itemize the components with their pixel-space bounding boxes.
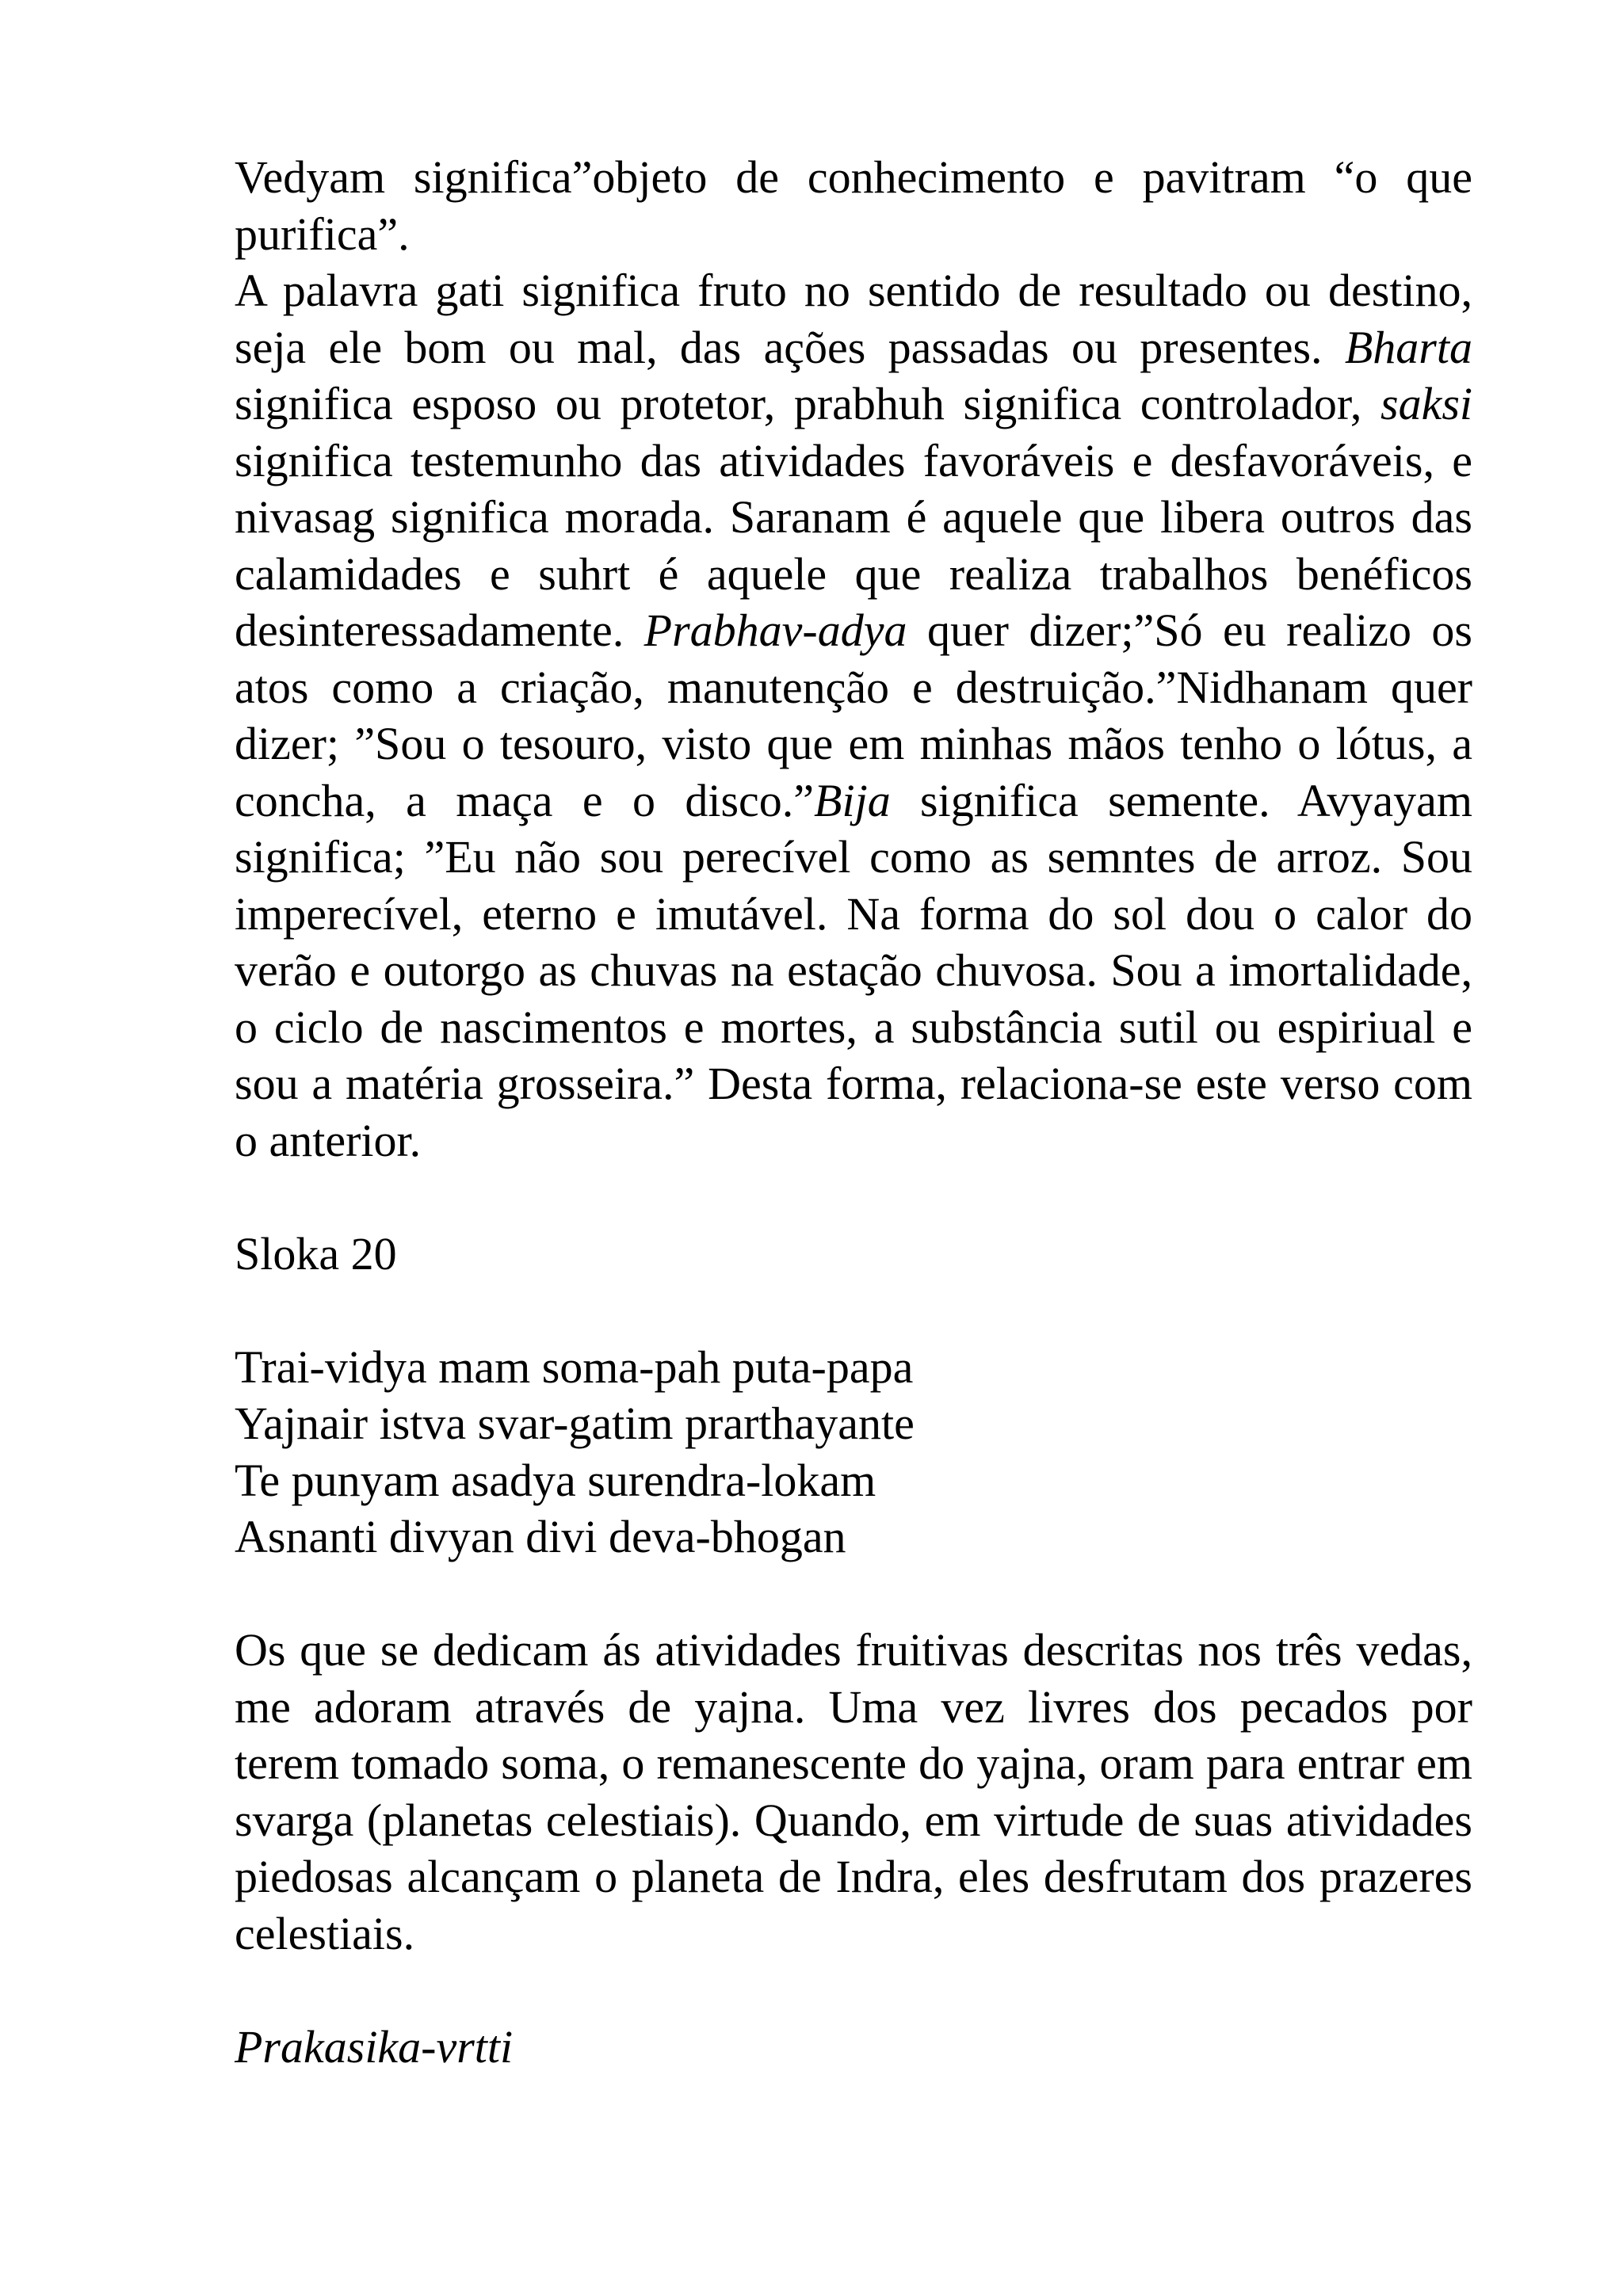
commentary-title-text: Prakasika-vrtti <box>235 2020 514 2073</box>
paragraph-gati-text-4: quer dizer;”Só eu realizo os atos como a criação, manutenção e destruição.”Nidhanam quer dizer; ”Sou o tesouro, visto que em minhas mãos tenho o lótus, a concha, a maça e o disco.” <box>235 605 1472 826</box>
commentary-title <box>235 2019 1472 2076</box>
paragraph-gati-text-3: significa testemunho das atividades favoráveis e desfavoráveis, e nivasag significa morada. Saranam é aquele que libera outros das calamidades e suhrt é aquele que realiza trabalhos benéficos desinteressadamente. <box>235 434 1472 656</box>
spacer <box>235 1962 1472 2019</box>
translation-paragraph: Os que se dedicam ás atividades fruitivas descritas nos três vedas, me adoram através de yajna. Uma vez livres dos pecados por terem tomado soma, o remanescente do yajna, oram para entrar em svarga (planetas celestiais). Quando, em virtude de suas atividades piedosas alcançam o planeta de Indra, eles desfrutam dos prazeres celestiais. <box>235 1624 1472 1959</box>
term-saksi: saksi <box>1381 378 1472 429</box>
verse-line: Yajnair istva svar-gatim prarthayante <box>235 1398 915 1449</box>
paragraph-gati-text-5: significa semente. Avyayam significa; ”Eu não sou perecível como as semntes de arroz. Sou imperecível, eterno e imutável. Na forma do sol dou o calor do verão e outorgo as chuvas na estação chuvosa. Sou a imortalidade, o ciclo de nascimentos e mortes, a substância sutil ou espiriual e sou a matéria grosseira.” Desta forma, relaciona-se este verso com o anterior. <box>235 774 1473 1166</box>
paragraph-gati-text-2: significa esposo ou protetor, prabhuh significa controlador, <box>235 378 1381 429</box>
term-bharta: Bharta <box>1344 321 1472 373</box>
sloka-verse <box>235 1339 1472 1566</box>
spacer <box>235 1282 1472 1339</box>
spacer <box>235 1566 1472 1623</box>
verse-line: Trai-vidya mam soma-pah puta-papa <box>235 1341 914 1393</box>
verse-line: Te punyam asadya surendra-lokam <box>235 1454 876 1506</box>
term-bija: Bija <box>814 774 891 826</box>
spacer <box>235 1169 1472 1226</box>
sloka-heading: Sloka 20 <box>235 1227 397 1280</box>
paragraph-vedyam: Vedyam significa”objeto de conhecimento e pavitram “o que purifica”. <box>235 151 1472 260</box>
verse-line: Asnanti divyan divi deva-bhogan <box>235 1511 846 1562</box>
term-prabhav-adya: Prabhav-adya <box>643 605 907 656</box>
paragraph-gati <box>235 262 1472 1169</box>
document-page <box>235 149 1472 2075</box>
paragraph-gati-text-1: A palavra gati significa fruto no sentido de resultado ou destino, seja ele bom ou mal, das ações passadas ou presentes. <box>235 265 1472 373</box>
